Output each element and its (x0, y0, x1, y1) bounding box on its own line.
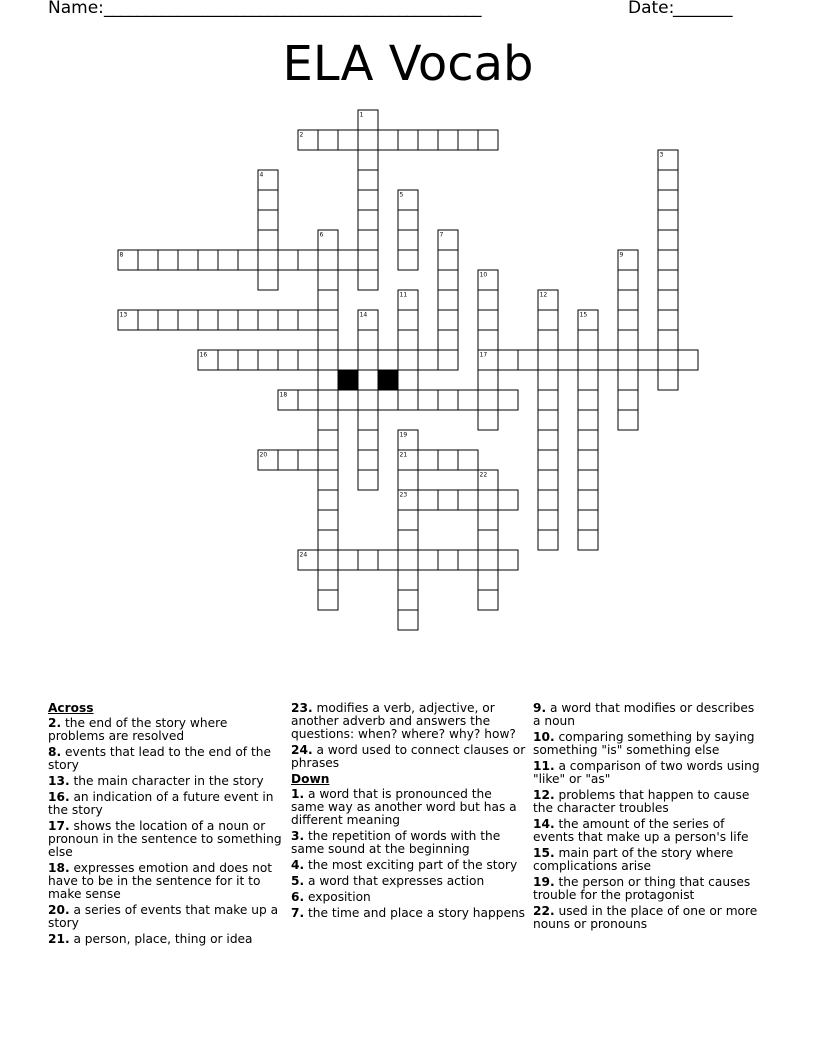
clue-column-2 (291, 702, 526, 923)
clue-column-3 (533, 702, 761, 934)
grid-cell[interactable] (458, 450, 478, 470)
grid-cell[interactable] (258, 190, 278, 210)
clue-number: 18 (279, 391, 288, 399)
clue-number: 24 (299, 551, 308, 559)
grid-cell[interactable] (398, 210, 418, 230)
clue-num: 4. (291, 858, 305, 872)
grid-cell[interactable] (538, 490, 558, 510)
grid-cell[interactable] (298, 250, 318, 270)
grid-cell[interactable] (318, 530, 338, 550)
grid-cell[interactable] (398, 390, 418, 410)
grid-cell[interactable] (578, 410, 598, 430)
grid-cell[interactable] (238, 350, 258, 370)
grid-cell[interactable] (578, 450, 598, 470)
clue-text: the most exciting part of the story (304, 858, 518, 872)
down-clue (291, 788, 526, 827)
grid-cell[interactable] (458, 490, 478, 510)
grid-cell[interactable] (478, 530, 498, 550)
grid-cell[interactable] (478, 390, 498, 410)
clue-text: a word that is pronounced the same way as another word but has a different meaning (291, 787, 517, 827)
clue-text: expresses emotion and does not have to be in the sentence for it to make sense (48, 861, 273, 901)
grid-cell[interactable] (658, 350, 678, 370)
down-clue (533, 876, 761, 902)
clue-num: 24. (291, 743, 313, 757)
grid-cell[interactable] (438, 550, 458, 570)
grid-cell[interactable] (218, 250, 238, 270)
grid-cell[interactable] (438, 250, 458, 270)
grid-cell[interactable] (318, 550, 338, 570)
grid-cell[interactable] (658, 230, 678, 250)
clue-number: 14 (359, 311, 368, 319)
clue-num: 10. (533, 730, 555, 744)
down-clue (533, 760, 761, 786)
clue-number: 16 (199, 351, 208, 359)
grid-cell[interactable] (398, 330, 418, 350)
grid-cell[interactable] (398, 550, 418, 570)
clue-num: 17. (48, 819, 70, 833)
grid-cell[interactable] (438, 290, 458, 310)
clue-number: 20 (259, 451, 268, 459)
grid-cell[interactable] (358, 410, 378, 430)
clue-num: 16. (48, 790, 70, 804)
grid-cell[interactable] (618, 410, 638, 430)
across-list-cont (291, 702, 526, 770)
grid-cell[interactable] (238, 250, 258, 270)
clue-number: 10 (479, 271, 488, 279)
clue-num: 18. (48, 861, 70, 875)
grid-cell[interactable] (398, 570, 418, 590)
grid-cell[interactable] (318, 290, 338, 310)
grid-cell[interactable] (658, 330, 678, 350)
grid-cell[interactable] (298, 450, 318, 470)
clue-text: problems that happen to cause the character troubles (533, 788, 750, 815)
grid-cell[interactable] (618, 290, 638, 310)
clue-number: 11 (399, 291, 408, 299)
grid-cell[interactable] (338, 550, 358, 570)
grid-cell[interactable] (338, 130, 358, 150)
grid-cell[interactable] (478, 330, 498, 350)
clue-text: modifies a verb, adjective, or another adverb and answers the questions: when? where? why? how? (291, 701, 516, 741)
grid-cell[interactable] (538, 330, 558, 350)
clue-text: a word used to connect clauses or phrases (291, 743, 526, 770)
clue-num: 13. (48, 774, 70, 788)
across-clue (48, 717, 283, 743)
grid-cell[interactable] (318, 370, 338, 390)
grid-cell[interactable] (358, 230, 378, 250)
clue-text: the person or thing that causes trouble for the protagonist (533, 875, 751, 902)
grid-cell[interactable] (378, 130, 398, 150)
grid-cell[interactable] (358, 370, 378, 390)
across-clue (48, 820, 283, 859)
grid-cell[interactable] (258, 230, 278, 250)
grid-cell[interactable] (358, 210, 378, 230)
down-clue (291, 859, 526, 872)
grid-cell[interactable] (658, 310, 678, 330)
date-line[interactable]: _______ (673, 0, 733, 18)
clue-text: main part of the story where complications arise (533, 846, 734, 873)
grid-cell[interactable] (318, 330, 338, 350)
grid-cell[interactable] (418, 450, 438, 470)
across-clue (48, 862, 283, 901)
clue-num: 15. (533, 846, 555, 860)
page-title: ELA Vocab (282, 36, 534, 92)
grid-cell[interactable] (398, 230, 418, 250)
clue-text: the time and place a story happens (304, 906, 526, 920)
grid-cell[interactable] (578, 390, 598, 410)
grid-cell[interactable] (218, 310, 238, 330)
grid-cell[interactable] (398, 350, 418, 370)
across-clue (48, 933, 283, 946)
clue-num: 2. (48, 716, 62, 730)
grid-cell[interactable] (378, 390, 398, 410)
black-cell (378, 370, 398, 390)
clue-text: the end of the story where problems are resolved (48, 716, 228, 743)
grid-cell[interactable] (358, 450, 378, 470)
clue-num: 14. (533, 817, 555, 831)
clue-number: 5 (399, 191, 404, 199)
grid-cell[interactable] (538, 310, 558, 330)
grid-cell[interactable] (538, 450, 558, 470)
grid-cell[interactable] (438, 350, 458, 370)
grid-cell[interactable] (478, 310, 498, 330)
grid-cell[interactable] (578, 350, 598, 370)
grid-cell[interactable] (478, 550, 498, 570)
grid-cell[interactable] (318, 250, 338, 270)
grid-cell[interactable] (438, 450, 458, 470)
clue-text: exposition (304, 890, 371, 904)
clue-number: 15 (579, 311, 588, 319)
grid-cell[interactable] (398, 250, 418, 270)
grid-cell[interactable] (258, 270, 278, 290)
grid-cell[interactable] (438, 310, 458, 330)
grid-cell[interactable] (318, 470, 338, 490)
clue-num: 9. (533, 701, 547, 715)
clue-number: 3 (659, 151, 664, 159)
down-clue (533, 731, 761, 757)
grid-cell[interactable] (318, 570, 338, 590)
clue-number: 21 (399, 451, 408, 459)
grid-cell[interactable] (678, 350, 698, 370)
clue-num: 7. (291, 906, 305, 920)
grid-cell[interactable] (398, 470, 418, 490)
grid-cell[interactable] (318, 510, 338, 530)
clue-text: used in the place of one or more nouns or pronouns (533, 904, 758, 931)
grid-cell[interactable] (178, 250, 198, 270)
grid-cell[interactable] (578, 510, 598, 530)
grid-cell[interactable] (638, 350, 658, 370)
grid-cell[interactable] (318, 410, 338, 430)
grid-cell[interactable] (318, 590, 338, 610)
grid-cell[interactable] (538, 350, 558, 370)
grid-cell[interactable] (318, 350, 338, 370)
clue-num: 1. (291, 787, 305, 801)
grid-cell[interactable] (358, 170, 378, 190)
clue-num: 6. (291, 890, 305, 904)
grid-cell[interactable] (318, 430, 338, 450)
grid-cell[interactable] (418, 350, 438, 370)
grid-cell[interactable] (578, 370, 598, 390)
grid-cell[interactable] (538, 410, 558, 430)
grid-cell[interactable] (498, 350, 518, 370)
grid-cell[interactable] (318, 490, 338, 510)
across-list (48, 717, 283, 946)
grid-cell[interactable] (318, 270, 338, 290)
grid-cell[interactable] (278, 310, 298, 330)
grid-cell[interactable] (578, 490, 598, 510)
grid-cell[interactable] (538, 390, 558, 410)
name-line[interactable]: ______________________________________________ (104, 0, 482, 18)
grid-cell[interactable] (418, 490, 438, 510)
grid-cell[interactable] (358, 390, 378, 410)
down-clue (291, 891, 526, 904)
grid-cell[interactable] (598, 350, 618, 370)
clue-number: 7 (439, 231, 444, 239)
grid-cell[interactable] (458, 390, 478, 410)
across-clue (48, 746, 283, 772)
clue-num: 8. (48, 745, 62, 759)
grid-cell[interactable] (318, 310, 338, 330)
grid-cell[interactable] (438, 490, 458, 510)
grid-cell[interactable] (578, 470, 598, 490)
clue-num: 21. (48, 932, 70, 946)
grid-cell[interactable] (618, 390, 638, 410)
grid-cell[interactable] (418, 390, 438, 410)
clue-text: a person, place, thing or idea (69, 932, 253, 946)
grid-cell[interactable] (538, 470, 558, 490)
clue-text: an indication of a future event in the story (48, 790, 274, 817)
down-clue (533, 818, 761, 844)
down-clue (533, 905, 761, 931)
grid-cell[interactable] (618, 310, 638, 330)
down-heading: Down (291, 772, 330, 786)
grid-cell[interactable] (218, 350, 238, 370)
grid-cell[interactable] (418, 130, 438, 150)
grid-cell[interactable] (658, 370, 678, 390)
clue-number: 17 (479, 351, 488, 359)
grid-cell[interactable] (358, 350, 378, 370)
grid-cell[interactable] (458, 550, 478, 570)
grid-cell[interactable] (578, 330, 598, 350)
grid-cell[interactable] (538, 430, 558, 450)
across-clue (48, 791, 283, 817)
grid-cell[interactable] (338, 390, 358, 410)
grid-cell[interactable] (458, 130, 478, 150)
across-clue (48, 775, 283, 788)
grid-cell[interactable] (518, 350, 538, 370)
grid-cell[interactable] (438, 130, 458, 150)
down-clue (533, 847, 761, 873)
clue-num: 5. (291, 874, 305, 888)
grid-cell[interactable] (578, 530, 598, 550)
grid-cell[interactable] (438, 330, 458, 350)
grid-cell[interactable] (378, 550, 398, 570)
grid-cell[interactable] (358, 250, 378, 270)
clue-number: 6 (319, 231, 324, 239)
black-cell (338, 370, 358, 390)
grid-cell[interactable] (398, 310, 418, 330)
grid-cell[interactable] (478, 410, 498, 430)
grid-cell[interactable] (158, 250, 178, 270)
clue-column-1 (48, 702, 283, 949)
grid-cell[interactable] (618, 330, 638, 350)
clue-text: comparing something by saying something "is" something else (533, 730, 755, 757)
grid-cell[interactable] (258, 310, 278, 330)
grid-cell[interactable] (658, 270, 678, 290)
grid-cell[interactable] (538, 530, 558, 550)
down-clue (533, 702, 761, 728)
clue-number: 1 (359, 111, 364, 119)
grid-cell[interactable] (278, 450, 298, 470)
down-clue (291, 907, 526, 920)
grid-cell[interactable] (358, 430, 378, 450)
grid-cell[interactable] (318, 390, 338, 410)
grid-cell[interactable] (478, 370, 498, 390)
clue-text: the repetition of words with the same sound at the beginning (291, 829, 501, 856)
down-list (291, 788, 526, 920)
grid-cell[interactable] (298, 350, 318, 370)
grid-cell[interactable] (238, 310, 258, 330)
grid-cell[interactable] (278, 350, 298, 370)
clue-text: a comparison of two words using "like" or "as" (533, 759, 760, 786)
grid-cell[interactable] (478, 490, 498, 510)
grid-cell[interactable] (418, 550, 438, 570)
grid-cell[interactable] (178, 310, 198, 330)
grid-cell[interactable] (258, 350, 278, 370)
grid-cell[interactable] (618, 370, 638, 390)
across-clue (291, 702, 526, 741)
grid-cell[interactable] (358, 130, 378, 150)
across-heading: Across (48, 701, 94, 715)
across-clue (48, 904, 283, 930)
clue-number: 4 (259, 171, 264, 179)
grid-cell[interactable] (338, 350, 358, 370)
grid-cell[interactable] (398, 130, 418, 150)
grid-cell[interactable] (658, 250, 678, 270)
clue-num: 11. (533, 759, 555, 773)
clue-number: 23 (399, 491, 408, 499)
grid-cell[interactable] (398, 370, 418, 390)
grid-cell[interactable] (298, 310, 318, 330)
grid-cell[interactable] (618, 270, 638, 290)
clue-number: 22 (479, 471, 488, 479)
grid-cell[interactable] (278, 250, 298, 270)
grid-cell[interactable] (658, 190, 678, 210)
grid-cell[interactable] (138, 250, 158, 270)
down-clue (291, 830, 526, 856)
grid-cell[interactable] (478, 130, 498, 150)
grid-cell[interactable] (258, 210, 278, 230)
grid-cell[interactable] (378, 350, 398, 370)
clue-number: 12 (539, 291, 548, 299)
clue-number: 13 (119, 311, 128, 319)
grid-cell[interactable] (298, 390, 318, 410)
grid-cell[interactable] (538, 370, 558, 390)
grid-cell[interactable] (358, 150, 378, 170)
grid-cell[interactable] (398, 610, 418, 630)
across-clue (291, 744, 526, 770)
clue-number: 9 (619, 251, 624, 259)
grid-cell[interactable] (498, 490, 518, 510)
grid-cell[interactable] (338, 250, 358, 270)
grid-cell[interactable] (658, 210, 678, 230)
grid-cell[interactable] (658, 170, 678, 190)
clue-number: 19 (399, 431, 408, 439)
grid-cell[interactable] (358, 190, 378, 210)
grid-cell[interactable] (198, 310, 218, 330)
grid-cell[interactable] (358, 270, 378, 290)
grid-cell[interactable] (538, 510, 558, 530)
grid-cell[interactable] (558, 350, 578, 370)
down-clue (291, 875, 526, 888)
grid-cell[interactable] (618, 350, 638, 370)
grid-cell[interactable] (138, 310, 158, 330)
grid-cell[interactable] (318, 450, 338, 470)
grid-cell[interactable] (398, 590, 418, 610)
down-list-cont (533, 702, 761, 931)
clue-num: 12. (533, 788, 555, 802)
grid-cell[interactable] (478, 570, 498, 590)
grid-cell[interactable] (358, 330, 378, 350)
grid-cell[interactable] (198, 250, 218, 270)
date-label: Date: (628, 0, 675, 18)
name-label: Name: (48, 0, 104, 18)
clue-text: the main character in the story (69, 774, 264, 788)
clue-number: 8 (119, 251, 124, 259)
grid-cell[interactable] (478, 510, 498, 530)
clue-num: 3. (291, 829, 305, 843)
grid-cell[interactable] (258, 250, 278, 270)
grid-cell[interactable] (498, 390, 518, 410)
clue-num: 19. (533, 875, 555, 889)
clue-num: 22. (533, 904, 555, 918)
clue-text: shows the location of a noun or pronoun in the sentence to something else (48, 819, 282, 859)
grid-cell[interactable] (358, 550, 378, 570)
clue-text: events that lead to the end of the story (48, 745, 271, 772)
grid-cell[interactable] (358, 470, 378, 490)
clue-num: 23. (291, 701, 313, 715)
grid-cell[interactable] (438, 270, 458, 290)
grid-cell[interactable] (478, 290, 498, 310)
grid-cell[interactable] (498, 550, 518, 570)
grid-cell[interactable] (318, 130, 338, 150)
clue-text: the amount of the series of events that make up a person's life (533, 817, 749, 844)
grid-cell[interactable] (158, 310, 178, 330)
clue-number: 2 (299, 131, 304, 139)
grid-cell[interactable] (578, 430, 598, 450)
clue-text: a word that expresses action (304, 874, 485, 888)
grid-cell[interactable] (398, 530, 418, 550)
clue-text: a word that modifies or describes a noun (533, 701, 755, 728)
grid-cell[interactable] (478, 590, 498, 610)
down-clue (533, 789, 761, 815)
grid-cell[interactable] (658, 290, 678, 310)
clue-num: 20. (48, 903, 70, 917)
grid-cell[interactable] (398, 510, 418, 530)
clue-text: a series of events that make up a story (48, 903, 279, 930)
grid-cell[interactable] (438, 390, 458, 410)
